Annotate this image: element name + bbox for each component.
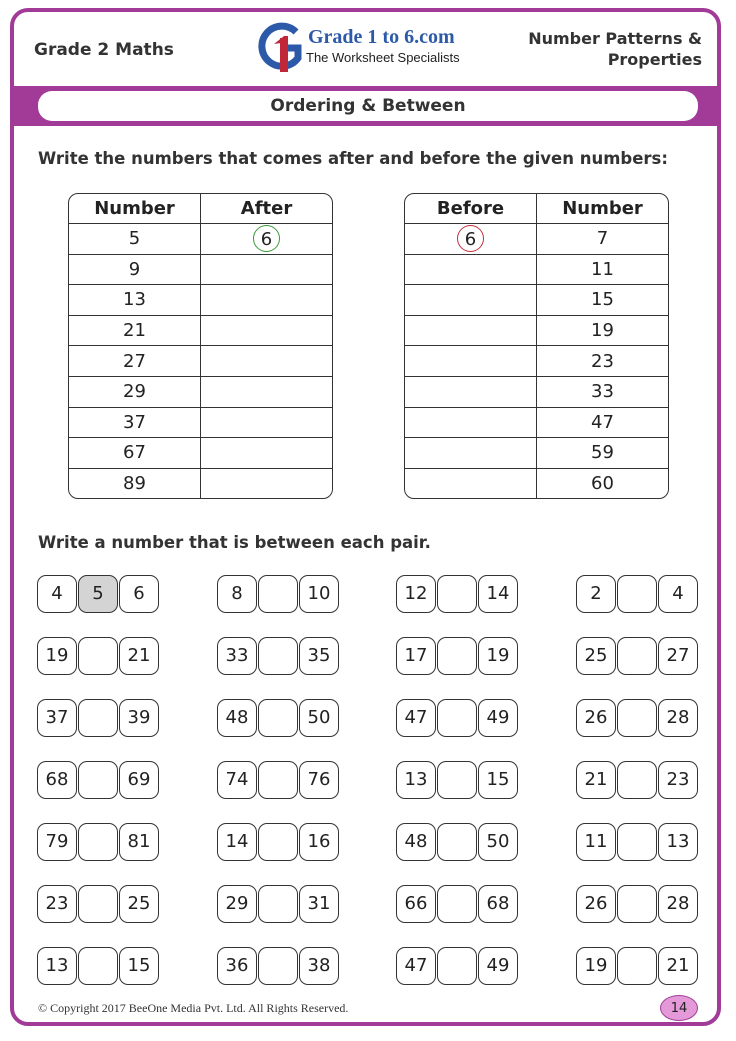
upper-number-box: 50: [478, 823, 518, 861]
answer-cell[interactable]: [201, 316, 332, 347]
upper-number-box: 21: [119, 637, 159, 675]
table-row: [69, 224, 332, 255]
lower-number-box: 48: [217, 699, 257, 737]
upper-number-box: 16: [299, 823, 339, 861]
logo-title: Grade 1 to 6.com: [308, 26, 455, 48]
number-cell: 47: [537, 408, 668, 439]
between-pair: [37, 823, 161, 861]
example-answer-circle: 6: [457, 225, 484, 252]
upper-number-box: 23: [658, 761, 698, 799]
topic-line-2: Properties: [607, 50, 702, 69]
answer-cell[interactable]: [405, 255, 537, 286]
lower-number-box: 47: [396, 947, 436, 985]
column-header: After: [201, 194, 332, 224]
between-answer-box[interactable]: [258, 575, 298, 613]
upper-number-box: 81: [119, 823, 159, 861]
between-pair: [217, 575, 341, 613]
table-row: [69, 285, 332, 316]
between-answer-box[interactable]: [78, 947, 118, 985]
between-pair: [576, 823, 700, 861]
number-cell: 13: [69, 285, 201, 316]
table-row: [405, 469, 668, 499]
lower-number-box: 4: [37, 575, 77, 613]
table-row: [69, 377, 332, 408]
answer-cell[interactable]: [201, 224, 332, 255]
upper-number-box: 31: [299, 885, 339, 923]
lower-number-box: 8: [217, 575, 257, 613]
instruction-between: Write a number that is between each pair.: [38, 533, 431, 552]
answer-cell[interactable]: [201, 255, 332, 286]
upper-number-box: 38: [299, 947, 339, 985]
between-pair: [396, 699, 520, 737]
between-answer-box[interactable]: [258, 637, 298, 675]
lower-number-box: 33: [217, 637, 257, 675]
between-pair: [396, 637, 520, 675]
between-answer-box[interactable]: [258, 885, 298, 923]
upper-number-box: 50: [299, 699, 339, 737]
upper-number-box: 21: [658, 947, 698, 985]
between-pair: [396, 823, 520, 861]
lower-number-box: 11: [576, 823, 616, 861]
upper-number-box: 25: [119, 885, 159, 923]
answer-cell[interactable]: [201, 438, 332, 469]
between-answer-box[interactable]: [78, 699, 118, 737]
table-row: [69, 316, 332, 347]
between-pair: [576, 885, 700, 923]
between-answer-box[interactable]: [78, 885, 118, 923]
between-answer-box[interactable]: [258, 761, 298, 799]
between-answer-box[interactable]: [437, 761, 477, 799]
lower-number-box: 36: [217, 947, 257, 985]
between-pair: [576, 761, 700, 799]
answer-cell[interactable]: [201, 285, 332, 316]
between-pair: [217, 637, 341, 675]
between-pair: [37, 699, 161, 737]
number-cell: 9: [69, 255, 201, 286]
between-answer-box[interactable]: [258, 699, 298, 737]
answer-cell[interactable]: [201, 469, 332, 499]
upper-number-box: 39: [119, 699, 159, 737]
number-cell: 7: [537, 224, 668, 255]
answer-cell[interactable]: [405, 377, 537, 408]
between-pair: [217, 699, 341, 737]
lower-number-box: 37: [37, 699, 77, 737]
between-pair: [396, 575, 520, 613]
between-answer-box[interactable]: [437, 699, 477, 737]
number-cell: 15: [537, 285, 668, 316]
upper-number-box: 28: [658, 699, 698, 737]
upper-number-box: 49: [478, 699, 518, 737]
lower-number-box: 68: [37, 761, 77, 799]
between-answer-box[interactable]: [617, 761, 657, 799]
copyright-text: © Copyright 2017 BeeOne Media Pvt. Ltd. All Rights Reserved.: [38, 1001, 349, 1015]
between-answer-box[interactable]: [437, 637, 477, 675]
logo-g1-icon: [258, 20, 308, 76]
lower-number-box: 21: [576, 761, 616, 799]
between-answer-box[interactable]: [617, 699, 657, 737]
before-table: [404, 193, 669, 499]
column-header: Number: [537, 194, 668, 224]
lower-number-box: 26: [576, 699, 616, 737]
after-table: [68, 193, 333, 499]
number-cell: 21: [69, 316, 201, 347]
upper-number-box: 69: [119, 761, 159, 799]
instruction-after-before: Write the numbers that comes after and before the given numbers:: [38, 149, 668, 168]
between-pair: [576, 575, 700, 613]
lower-number-box: 2: [576, 575, 616, 613]
site-logo: [258, 20, 478, 80]
between-pair: [576, 637, 700, 675]
number-cell: 33: [537, 377, 668, 408]
between-answer-box[interactable]: [78, 637, 118, 675]
answer-cell[interactable]: [201, 377, 332, 408]
number-cell: 5: [69, 224, 201, 255]
table-row: [405, 316, 668, 347]
between-answer-box[interactable]: [617, 637, 657, 675]
upper-number-box: 19: [478, 637, 518, 675]
answer-cell[interactable]: [201, 408, 332, 439]
between-pair: [217, 823, 341, 861]
between-answer-box[interactable]: [258, 947, 298, 985]
answer-cell[interactable]: [405, 438, 537, 469]
upper-number-box: 27: [658, 637, 698, 675]
topic-label: [528, 28, 702, 70]
table-row: [405, 224, 668, 255]
table-row: [405, 285, 668, 316]
table-row: [69, 408, 332, 439]
between-pair: [396, 947, 520, 985]
lower-number-box: 66: [396, 885, 436, 923]
number-cell: 11: [537, 255, 668, 286]
upper-number-box: 6: [119, 575, 159, 613]
table-row: [69, 255, 332, 286]
between-answer-box[interactable]: [617, 885, 657, 923]
worksheet-title: Ordering & Between: [38, 91, 698, 121]
table-row: [405, 377, 668, 408]
upper-number-box: 28: [658, 885, 698, 923]
answer-cell[interactable]: [405, 346, 537, 377]
logo-tagline: The Worksheet Specialists: [306, 50, 460, 65]
lower-number-box: 14: [217, 823, 257, 861]
between-answer-box[interactable]: [617, 575, 657, 613]
number-cell: 37: [69, 408, 201, 439]
table-row: [69, 469, 332, 499]
table-row: [405, 408, 668, 439]
upper-number-box: 49: [478, 947, 518, 985]
upper-number-box: 10: [299, 575, 339, 613]
lower-number-box: 12: [396, 575, 436, 613]
between-pair: [37, 885, 161, 923]
upper-number-box: 68: [478, 885, 518, 923]
between-answer-box[interactable]: [437, 885, 477, 923]
table-row: [69, 346, 332, 377]
example-answer-circle: 6: [253, 225, 280, 252]
between-answer-box[interactable]: [437, 823, 477, 861]
upper-number-box: 15: [119, 947, 159, 985]
answer-cell[interactable]: [405, 316, 537, 347]
between-pair: [576, 947, 700, 985]
upper-number-box: 35: [299, 637, 339, 675]
between-answer-box[interactable]: [258, 823, 298, 861]
lower-number-box: 48: [396, 823, 436, 861]
upper-number-box: 4: [658, 575, 698, 613]
lower-number-box: 13: [396, 761, 436, 799]
answer-cell[interactable]: [405, 224, 537, 255]
lower-number-box: 47: [396, 699, 436, 737]
lower-number-box: 74: [217, 761, 257, 799]
answer-cell[interactable]: [405, 285, 537, 316]
between-pair: [396, 885, 520, 923]
column-header: Number: [69, 194, 201, 224]
upper-number-box: 15: [478, 761, 518, 799]
between-pair: [217, 761, 341, 799]
between-answer-box[interactable]: [437, 575, 477, 613]
lower-number-box: 23: [37, 885, 77, 923]
table-row: [405, 438, 668, 469]
upper-number-box: 13: [658, 823, 698, 861]
table-row: [405, 346, 668, 377]
between-pair: [37, 761, 161, 799]
number-cell: 67: [69, 438, 201, 469]
between-answer-box[interactable]: 5: [78, 575, 118, 613]
between-pair: [37, 637, 161, 675]
grade-label: Grade 2 Maths: [34, 40, 174, 60]
lower-number-box: 17: [396, 637, 436, 675]
between-pair: [37, 575, 161, 613]
number-cell: 89: [69, 469, 201, 499]
lower-number-box: 29: [217, 885, 257, 923]
lower-number-box: 19: [37, 637, 77, 675]
between-answer-box[interactable]: [617, 947, 657, 985]
lower-number-box: 25: [576, 637, 616, 675]
upper-number-box: 76: [299, 761, 339, 799]
between-pair: [217, 885, 341, 923]
answer-cell[interactable]: [405, 469, 537, 499]
lower-number-box: 19: [576, 947, 616, 985]
lower-number-box: 79: [37, 823, 77, 861]
between-pair: [217, 947, 341, 985]
page-number-badge: 14: [660, 995, 698, 1021]
between-pair: [396, 761, 520, 799]
between-answer-box[interactable]: [78, 823, 118, 861]
table-row: [405, 255, 668, 286]
answer-cell[interactable]: [405, 408, 537, 439]
between-answer-box[interactable]: [78, 761, 118, 799]
number-cell: 29: [69, 377, 201, 408]
between-answer-box[interactable]: [437, 947, 477, 985]
number-cell: 19: [537, 316, 668, 347]
answer-cell[interactable]: [201, 346, 332, 377]
between-pair: [37, 947, 161, 985]
number-cell: 27: [69, 346, 201, 377]
number-cell: 59: [537, 438, 668, 469]
number-cell: 60: [591, 473, 614, 495]
number-cell: 23: [537, 346, 668, 377]
upper-number-box: 14: [478, 575, 518, 613]
between-pair: [576, 699, 700, 737]
lower-number-box: 13: [37, 947, 77, 985]
table-row: [69, 438, 332, 469]
lower-number-box: 26: [576, 885, 616, 923]
topic-line-1: Number Patterns &: [528, 29, 702, 48]
column-header: Before: [405, 194, 537, 224]
between-answer-box[interactable]: [617, 823, 657, 861]
